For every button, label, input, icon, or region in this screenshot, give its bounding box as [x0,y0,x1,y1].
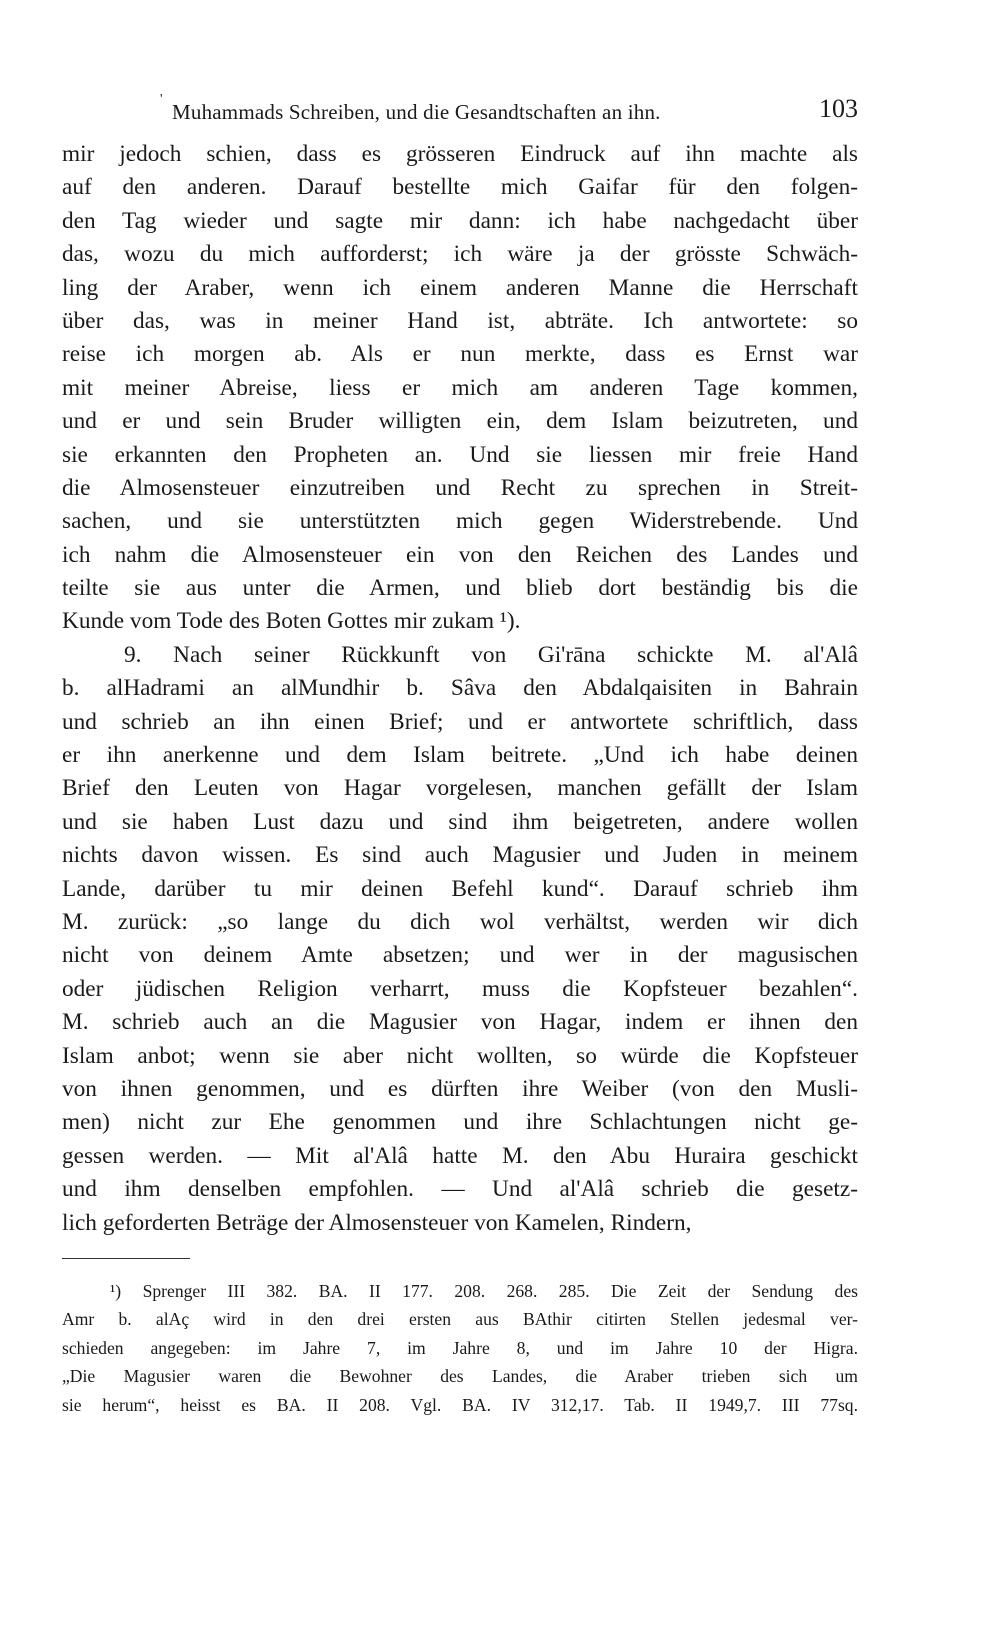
body-line: und schrieb an ihn einen Brief; und er antwortete schriftlich, dass [62,708,858,735]
body-line: lich geforderten Beträge der Almosensteuer von Kamelen, Rindern, [62,1209,692,1236]
book-page [62,92,858,1419]
body-line: Islam anbot; wenn sie aber nicht wollten, so würde die Kopfsteuer [62,1042,858,1069]
body-text [62,138,858,1240]
body-line: men) nicht zur Ehe genommen und ihre Schlachtungen nicht ge- [62,1109,858,1136]
body-line: mir jedoch schien, dass es grösseren Eindruck auf ihn machte als [62,141,858,167]
body-line: teilte sie aus unter die Armen, und blieb dort beständig bis die [62,575,858,602]
footnote-rule [62,1258,190,1259]
body-line: Brief den Leuten von Hagar vorgelesen, manchen gefällt der Islam [62,775,858,802]
body-line: und ihm denselben empfohlen. — Und al'Alâ schrieb die gesetz- [62,1176,858,1203]
body-line: b. alHadrami an alMundhir b. Sâva den Abdalqaisiten in Bahrain [62,675,858,702]
body-line: Lande, darüber tu mir deinen Befehl kund“. Darauf schrieb ihm [62,875,858,902]
body-line: oder jüdischen Religion verharrt, muss die Kopfsteuer bezahlen“. [62,975,858,1002]
body-line: Kunde vom Tode des Boten Gottes mir zukam ¹). [62,608,521,635]
footnote-line: ¹) Sprenger III 382. BA. II 177. 208. 268. 285. Die Zeit der Sendung des [110,1280,858,1301]
running-head-mark: ' [160,92,163,107]
footnote-line: sie herum“, heisst es BA. II 208. Vgl. BA. IV 312,17. Tab. II 1949,7. III 77sq. [62,1394,858,1415]
body-line: reise ich morgen ab. Als er nun merkte, dass es Ernst war [62,341,858,368]
body-line: ich nahm die Almosensteuer ein von den Reichen des Landes und [62,541,858,568]
body-line: mit meiner Abreise, liess er mich am anderen Tage kommen, [62,374,858,401]
body-line: und er und sein Bruder willigten ein, dem Islam beizutreten, und [62,408,858,435]
footnote-line: schieden angegeben: im Jahre 7, im Jahre 8, und im Jahre 10 der Higra. [62,1337,858,1358]
body-line: er ihn anerkenne und dem Islam beitrete. „Und ich habe deinen [62,742,858,769]
body-line: M. schrieb auch an die Magusier von Hagar, indem er ihnen den [62,1009,858,1036]
body-line: über das, was in meiner Hand ist, abträte. Ich antwortete: so [62,307,858,334]
body-line: 9. Nach seiner Rückkunft von Gi'rāna schickte M. al'Alâ [124,641,858,668]
running-head-title: Muhammads Schreiben, und die Gesandtschaften an ihn. [172,100,661,124]
body-line: den Tag wieder und sagte mir dann: ich habe nachgedacht über [62,207,858,234]
footnote-line: Amr b. alAç wird in den drei ersten aus BAthir citirten Stellen jedesmal ver- [62,1309,858,1330]
footnotes [62,1277,858,1420]
body-line: M. zurück: „so lange du dich wol verhältst, werden wir dich [62,908,858,935]
body-line: nichts davon wissen. Es sind auch Magusier und Juden in meinem [62,842,858,869]
body-line: sie erkannten den Propheten an. Und sie liessen mir freie Hand [62,441,858,468]
body-line: die Almosensteuer einzutreiben und Recht zu sprechen in Streit- [62,474,858,501]
page-number: 103 [819,94,858,123]
body-line: auf den anderen. Darauf bestellte mich Gaifar für den folgen- [62,174,858,201]
body-line: das, wozu du mich aufforderst; ich wäre ja der grösste Schwäch- [62,241,858,268]
body-line: und sie haben Lust dazu und sind ihm beigetreten, andere wollen [62,808,858,835]
body-line: von ihnen genommen, und es dürften ihre Weiber (von den Musli- [62,1075,858,1102]
body-line: ling der Araber, wenn ich einem anderen Manne die Herrschaft [62,274,858,301]
body-line: sachen, und sie unterstützten mich gegen Widerstrebende. Und [62,508,858,535]
footnote-line: „Die Magusier waren die Bewohner des Landes, die Araber trieben sich um [62,1366,858,1387]
body-line: nicht von deinem Amte absetzen; und wer in der magusischen [62,942,858,969]
body-line: gessen werden. — Mit al'Alâ hatte M. den Abu Huraira geschickt [62,1142,858,1169]
running-head [62,92,858,138]
